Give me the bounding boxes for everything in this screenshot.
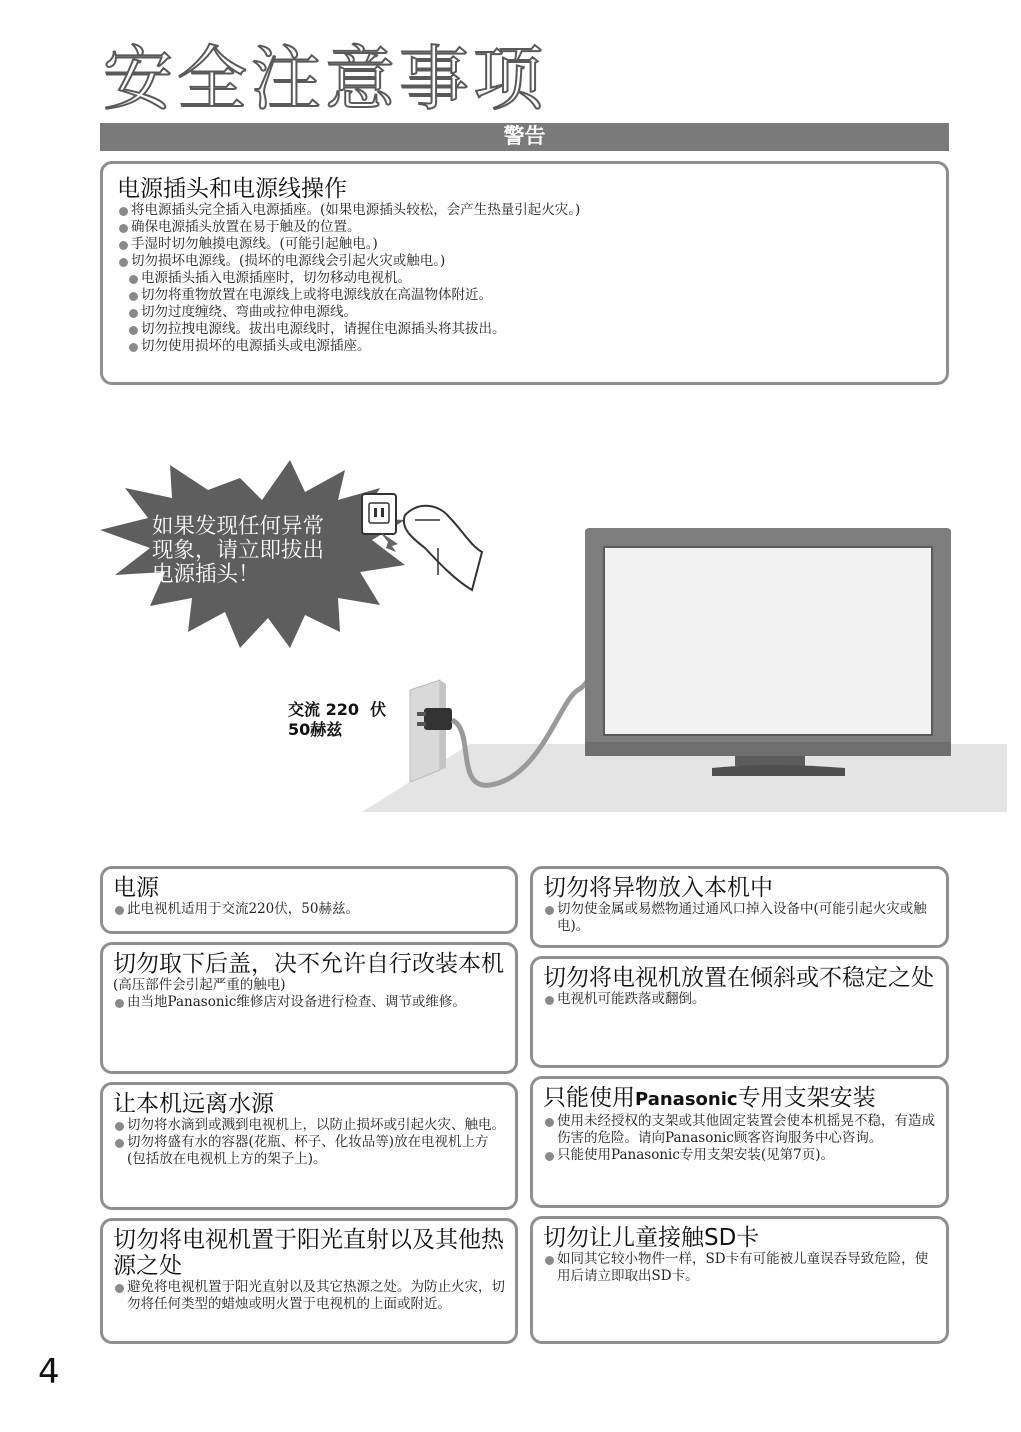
stand-list: [543, 1113, 936, 1164]
power-handling-box: [100, 161, 949, 385]
list-item: 切勿将盛有水的容器(花瓶、杯子、化妆品等)放在电视机上方(包括放在电视机上方的架子上)。: [113, 1134, 505, 1168]
water-heading: 让本机远离水源: [113, 1091, 274, 1117]
list-item: 切勿使金属或易燃物通过通风口掉入设备中(可能引起火灾或触电)。: [543, 901, 936, 935]
sunlight-heading: 切勿将电视机置于阳光直射以及其他热源之处: [113, 1227, 504, 1279]
burst-line: 如果发现任何异常: [152, 514, 325, 539]
foreign-objects-heading: 切勿将异物放入本机中: [543, 875, 773, 901]
power-source-box: [100, 866, 518, 934]
no-cover-heading: 切勿取下后盖，决不允许自行改装本机: [113, 951, 504, 977]
power-source-heading: 电源: [113, 875, 159, 901]
power-handling-list: [117, 202, 932, 355]
burst-message: [152, 515, 362, 587]
water-list: [113, 1117, 505, 1168]
power-handling-heading: 电源插头和电源线操作: [117, 176, 347, 202]
sd-card-box: [530, 1216, 949, 1344]
list-item: 由当地Panasonic维修店对设备进行检查、调节或维修。: [113, 994, 505, 1011]
sd-card-heading: 切勿让儿童接触SD卡: [543, 1225, 760, 1251]
page-number: 4: [38, 1352, 60, 1392]
unstable-list: [543, 991, 936, 1008]
sd-card-list: [543, 1251, 936, 1285]
list-item: 使用未经授权的支架或其他固定装置会使本机摇晃不稳，有造成伤害的危险。请向Panasonic顾客咨询服务中心咨询。: [543, 1113, 936, 1147]
voltage-text: 交流 220 伏: [288, 700, 387, 719]
outlet-voltage-label: [288, 700, 418, 740]
frequency-text: 50赫兹: [288, 720, 343, 739]
sunlight-list: [113, 1279, 505, 1313]
stand-box: [530, 1076, 949, 1208]
list-item: 此电视机适用于交流220伏，50赫兹。: [113, 901, 505, 918]
foreign-objects-list: [543, 901, 936, 935]
unstable-heading: 切勿将电视机放置在倾斜或不稳定之处: [543, 965, 934, 991]
sub-list-item: 切勿拉拽电源线。拔出电源线时，请握住电源插头将其拔出。: [117, 321, 932, 338]
list-item: 避免将电视机置于阳光直射以及其它热源之处。为防止火灾，切勿将任何类型的蜡烛或明火置于电视机的上面或附近。: [113, 1279, 505, 1313]
list-item: 切勿将水滴到或溅到电视机上，以防止损坏或引起火灾、触电。: [113, 1117, 505, 1134]
small-outlet-icon: [362, 494, 396, 534]
no-cover-note: (高压部件会引起严重的触电): [113, 977, 286, 993]
sunlight-box: [100, 1218, 518, 1344]
warning-bar: [100, 123, 949, 151]
power-source-list: [113, 901, 505, 918]
unplug-illustration: [95, 450, 1010, 820]
page-title: 安全注意事项: [103, 38, 547, 120]
list-item: 切勿损坏电源线。(损坏的电源线会引起火灾或触电。): [117, 253, 932, 270]
list-item: 确保电源插头放置在易于触及的位置。: [117, 219, 932, 236]
stand-heading: [543, 1085, 936, 1113]
no-cover-box: [100, 942, 518, 1074]
sub-list-item: 切勿过度缠绕、弯曲或拉伸电源线。: [117, 304, 932, 321]
sub-list-item: 电源插头插入电源插座时，切勿移动电视机。: [117, 270, 932, 287]
tv-icon: [585, 528, 951, 776]
no-cover-list: [113, 994, 505, 1011]
sub-list-item: 切勿使用损坏的电源插头或电源插座。: [117, 338, 932, 355]
list-item: 如同其它较小物件一样，SD卡有可能被儿童误吞导致危险，使用后请立即取出SD卡。: [543, 1251, 936, 1285]
stand-heading-post: 专用支架安装: [737, 1085, 876, 1111]
unstable-box: [530, 956, 949, 1068]
list-item: 只能使用Panasonic专用支架安装(见第7页)。: [543, 1147, 936, 1164]
stand-heading-pre: 只能使用: [543, 1085, 635, 1111]
burst-line: 现象，请立即拔出: [152, 538, 325, 563]
burst-line: 电源插头！: [152, 562, 260, 587]
foreign-objects-box: [530, 866, 949, 948]
list-item: 将电源插头完全插入电源插座。(如果电源插头较松，会产生热量引起火灾。): [117, 202, 932, 219]
list-item: 电视机可能跌落或翻倒。: [543, 991, 936, 1008]
warning-label: 警告: [503, 124, 546, 148]
sub-list-item: 切勿将重物放置在电源线上或将电源线放在高温物体附近。: [117, 287, 932, 304]
water-box: [100, 1082, 518, 1210]
list-item: 手湿时切勿触摸电源线。(可能引起触电。): [117, 236, 932, 253]
hand-icon: [404, 506, 482, 590]
stand-heading-brand: Panasonic: [635, 1089, 738, 1110]
